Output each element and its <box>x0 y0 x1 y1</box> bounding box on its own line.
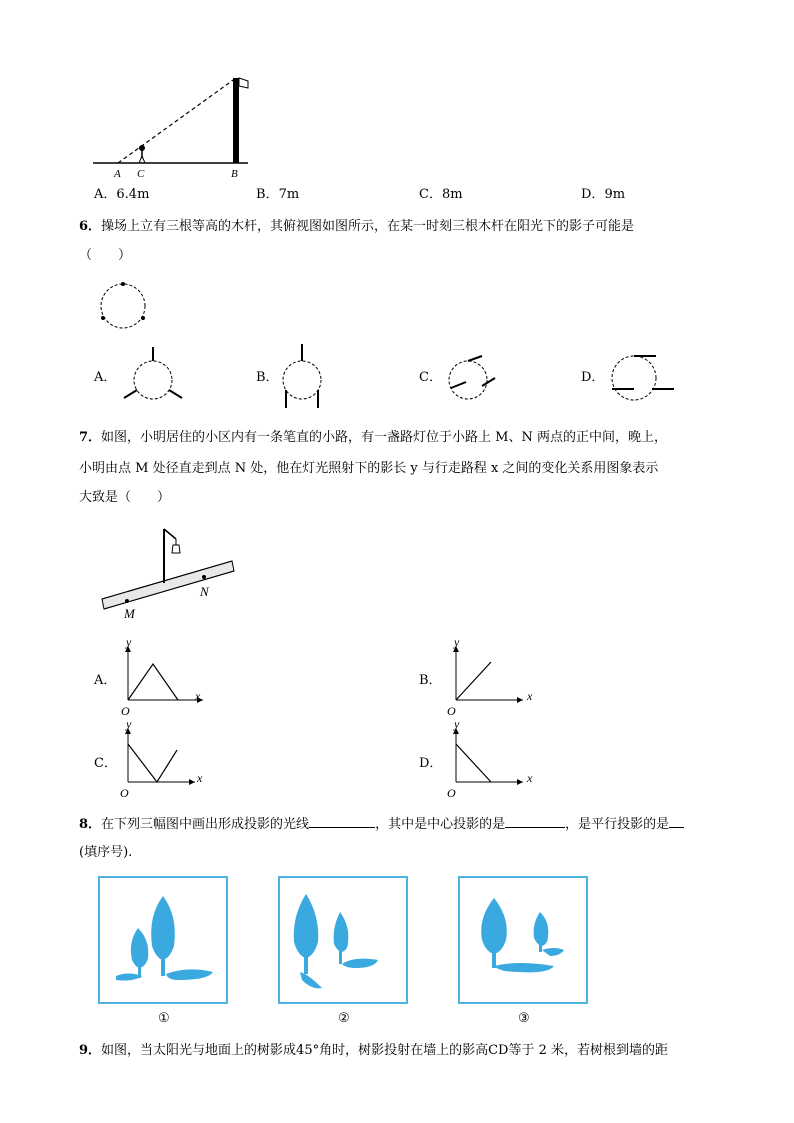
graph-a-y: y <box>126 638 132 649</box>
q5-option-d: D．9m <box>581 187 626 202</box>
q7-graph-c <box>115 720 210 802</box>
graph-d-o: O <box>447 786 456 800</box>
q7-option-a-label: A． <box>94 673 117 688</box>
q8-picture-3 <box>458 876 588 1004</box>
q8-caption-3: ③ <box>518 1011 530 1026</box>
q6-option-b-figure <box>272 342 332 412</box>
q6-option-c-figure <box>440 350 500 406</box>
q8-blank-1[interactable] <box>309 815 375 828</box>
q5-option-a: A．6.4m <box>94 187 150 202</box>
q7-stem-line1: 7．如图，小明居住的小区内有一条笔直的小路，有一盏路灯位于小路上 M、N 两点的正中间，晚上， <box>79 430 667 445</box>
q6-option-a-figure <box>118 342 188 406</box>
q7-road-figure <box>100 525 240 625</box>
graph-b-o: O <box>447 704 456 718</box>
graph-c-x: x <box>197 771 203 785</box>
q6-paren: （ ） <box>79 248 132 263</box>
graph-a-x: x <box>195 689 201 703</box>
label-n: N <box>200 584 209 599</box>
q8-picture-2 <box>278 876 408 1004</box>
graph-b-y: y <box>454 638 460 649</box>
graph-c-o: O <box>120 786 129 800</box>
q8-caption-2: ② <box>338 1011 350 1026</box>
graph-d-y: y <box>454 720 460 731</box>
q6-option-a-label: A． <box>94 370 117 385</box>
graph-c-y: y <box>126 720 132 731</box>
q6-option-b-label: B． <box>256 370 279 385</box>
q8-stem-line1: 8．在下列三幅图中画出形成投影的光线 ，其中是中心投影的是 ，是平行投影的是 <box>79 815 684 833</box>
graph-b-x: x <box>527 689 533 703</box>
q7-graph-d <box>443 720 538 802</box>
q6-stem: 6．操场上立有三根等高的木杆，其俯视图如图所示，在某一时刻三根木杆在阳光下的影子可能是 <box>79 219 635 234</box>
q9-stem: 9．如图，当太阳光与地面上的树影成45°角时，树影投射在墙上的影高CD等于 2 米，若树根到墙的距 <box>79 1043 668 1058</box>
label-m: M <box>124 606 135 621</box>
q7-stem-line2: 小明由点 M 处径直走到点 N 处，他在灯光照射下的影长 y 与行走路程 x 之间的变化关系用图象表示 <box>79 461 659 476</box>
q6-top-view <box>98 282 150 330</box>
q5-option-c: C．8m <box>419 187 463 202</box>
q7-option-d-label: D． <box>419 756 443 771</box>
label-b: B <box>231 168 238 180</box>
label-a: A <box>114 168 121 180</box>
q6-option-d-figure <box>604 346 680 408</box>
q7-option-c-label: C． <box>94 756 117 771</box>
graph-d-x: x <box>527 771 533 785</box>
q7-graph-b <box>443 638 538 720</box>
label-c: C <box>137 168 145 180</box>
q8-blank-2[interactable] <box>505 815 565 828</box>
q7-option-b-label: B． <box>419 673 442 688</box>
q8-blank-3[interactable] <box>669 815 684 828</box>
q6-option-d-label: D． <box>581 370 605 385</box>
q5-option-b: B．7m <box>256 187 300 202</box>
q5-figure <box>88 70 268 180</box>
q6-option-c-label: C． <box>419 370 442 385</box>
q8-picture-1 <box>98 876 228 1004</box>
q8-caption-1: ① <box>158 1011 170 1026</box>
q7-stem-line3: 大致是（ ） <box>79 490 171 505</box>
graph-a-o: O <box>121 704 130 718</box>
q7-graph-a <box>115 638 210 720</box>
q8-stem-line2: (填序号). <box>79 845 133 860</box>
